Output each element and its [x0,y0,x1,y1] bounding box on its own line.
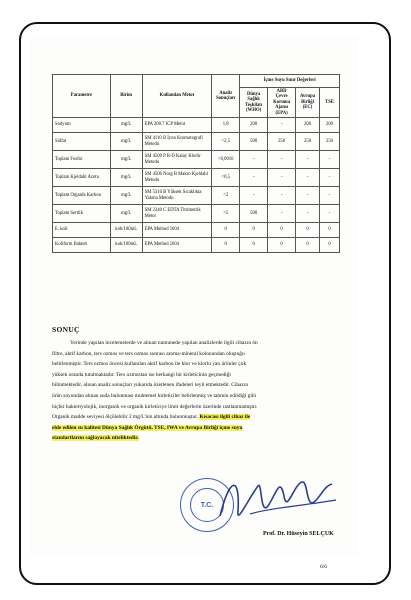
cell-ec: - [296,187,320,205]
cell-ec: 250 [296,133,320,151]
paragraph-line: Yerinde yapılan incelemelerde ve alınan numunede yapılan analizlerde ilgili cihazın ön [70,340,258,346]
paragraph-line [52,423,340,434]
cell-epa: - [268,169,296,187]
cell-tse: 0 [320,223,340,238]
cell-birim: mg/L [110,187,142,205]
header-who: Dünya Sağlık Teşkilatı (WHO) [240,88,268,118]
document-page [30,36,358,570]
paragraph-line: hiçbir bakteriyolojik, inorganik ve organik kirleticiye limit değerlerin üzerinde rastlanmamıştır. [52,403,258,410]
author-name: Prof. Dr. Hüseyin SELÇUK [263,531,334,537]
cell-ec: 0 [296,223,320,238]
cell-birim: mg/L [110,118,142,133]
cell-birim: mg/L [110,151,142,169]
cell-parametre: Toplam Kjeldahl Azotu [53,169,111,187]
cell-analiz: 0 [212,223,240,238]
cell-parametre: Toplam Fosfor [53,151,111,169]
paragraph-line: belirlenmiştir. Ters ozmos öncesi kullanılan aktif karbon ile klor ve klorlu yan ürünler çok [52,361,247,368]
cell-epa: - [268,118,296,133]
cell-tse: 250 [320,133,340,151]
cell-epa: - [268,187,296,205]
cell-analiz: <2,5 [212,133,240,151]
table-row [53,151,340,169]
header-parametre: Parametre [53,75,111,118]
cell-ec: 200 [296,118,320,133]
cell-parametre: Toplam Organik Karbon [53,187,111,205]
cell-birim: kob/100mL [110,238,142,253]
cell-parametre: Sülfat [53,133,111,151]
cell-metot: SM 4500 P B-D Kalay Klorür Metodu [142,151,212,169]
header-metot: Kullanılan Metot [142,75,212,118]
cell-ec: - [296,205,320,223]
header-ec: Avrupa Birliği (EC) [296,88,320,118]
cell-tse: - [320,187,340,205]
cell-epa: 0 [268,238,296,253]
header-epa: ABD Çevre Koruma Ajansı (EPA) [268,88,296,118]
highlighted-conclusion: Kısacası ilgili cihaz ile [199,414,251,421]
cell-metot: SM 4110 B İyon Kromotografi Metodu [142,133,212,151]
cell-metot: EPA 200.7 ICP Metot [142,118,212,133]
paragraph-line: filtre, aktif karbon, ters ozmos ve ters ozmos sonrası aroma-mineral kolonundan oluştuğu [52,350,245,357]
cell-epa: 250 [268,133,296,151]
paragraph-line [52,412,340,423]
header-tse: TSE [320,88,340,118]
cell-ec: - [296,151,320,169]
cell-who: - [240,187,268,205]
table-row [53,118,340,133]
paragraph-line: yüksek oranda tutulmaktadır. Ters ozmostan ise herhangi bir kirleticinin geçmediği [52,371,231,378]
page-number: 6/6 [320,564,327,570]
table-row [53,169,340,187]
paragraph-line [52,433,340,444]
highlighted-conclusion: standartlarını sağlayacak niteliktedir. [52,435,139,442]
cell-tse: 0 [320,238,340,253]
cell-parametre: Koliform Bakteri [53,238,111,253]
cell-tse: - [320,169,340,187]
cell-parametre: Toplam Sertlik [53,205,111,223]
cell-metot: SM 5310 B Yüksek Sıcaklıkta Yakma Metodu [142,187,212,205]
cell-metot: SM 4500 Norg B Makro Kjeldahl Metodu [142,169,212,187]
cell-analiz: <5 [212,205,240,223]
cell-birim: mg/L [110,133,142,151]
cell-birim: kob/100mL [110,223,142,238]
cell-who: 500 [240,205,268,223]
table-row [53,223,340,238]
cell-ec: 0 [296,238,320,253]
cell-who: - [240,151,268,169]
cell-metot: SM 2340 C EDTA Titrimetrik Metot [142,205,212,223]
cell-who: 0 [240,238,268,253]
cell-analiz: <0,5 [212,169,240,187]
header-analiz: Analiz Sonuçları [212,75,240,118]
signature [210,456,340,536]
sonuc-heading: SONUÇ [52,325,80,334]
cell-analiz: 0 [212,238,240,253]
paragraph-line: ürün suyundan alınan suda bulunması muhtemel kirleticiler belirlenmiş ve tahmin edildiği gibi [52,392,257,399]
cell-who: 200 [240,118,268,133]
cell-parametre: E. koli [53,223,111,238]
paragraph-line: bilinmektedir, alınan analiz sonuçları yukarıda özetlenen ifadeleri teyit etmektedir. Cihazın [52,382,249,389]
table-row [53,187,340,205]
cell-tse: - [320,151,340,169]
cell-epa: 0 [268,223,296,238]
header-limits-group: İçme Suyu Sınır Değerleri [240,75,340,88]
cell-analiz: 1,8 [212,118,240,133]
table-row [53,133,340,151]
cell-ec: - [296,169,320,187]
parameters-table [52,74,340,253]
highlighted-conclusion: elde edilen su kalitesi Dünya Sağlık Örgütü, TSE, IWA ve Avrupa Birliği içme suyu [52,424,243,431]
cell-tse: 200 [320,118,340,133]
sonuc-paragraph [52,338,340,444]
stamp-text: T.C. [190,488,224,522]
table-row [53,238,340,253]
cell-who: - [240,169,268,187]
table-row [53,205,340,223]
cell-epa: - [268,205,296,223]
cell-who: 500 [240,133,268,151]
cell-analiz: <0,0016 [212,151,240,169]
paragraph-text: Organik madde seviyesi ölçülebilir 2 mg/L'nin altında bulunmuştur. [52,414,199,421]
header-birim: Birim [110,75,142,118]
cell-who: 0 [240,223,268,238]
cell-metot: EPA Method 1604 [142,238,212,253]
cell-metot: EPA Method 1604 [142,223,212,238]
cell-birim: mg/L [110,169,142,187]
cell-analiz: <2 [212,187,240,205]
cell-birim: mg/L [110,205,142,223]
cell-tse: - [320,205,340,223]
cell-epa: - [268,151,296,169]
cell-parametre: Sodyum [53,118,111,133]
